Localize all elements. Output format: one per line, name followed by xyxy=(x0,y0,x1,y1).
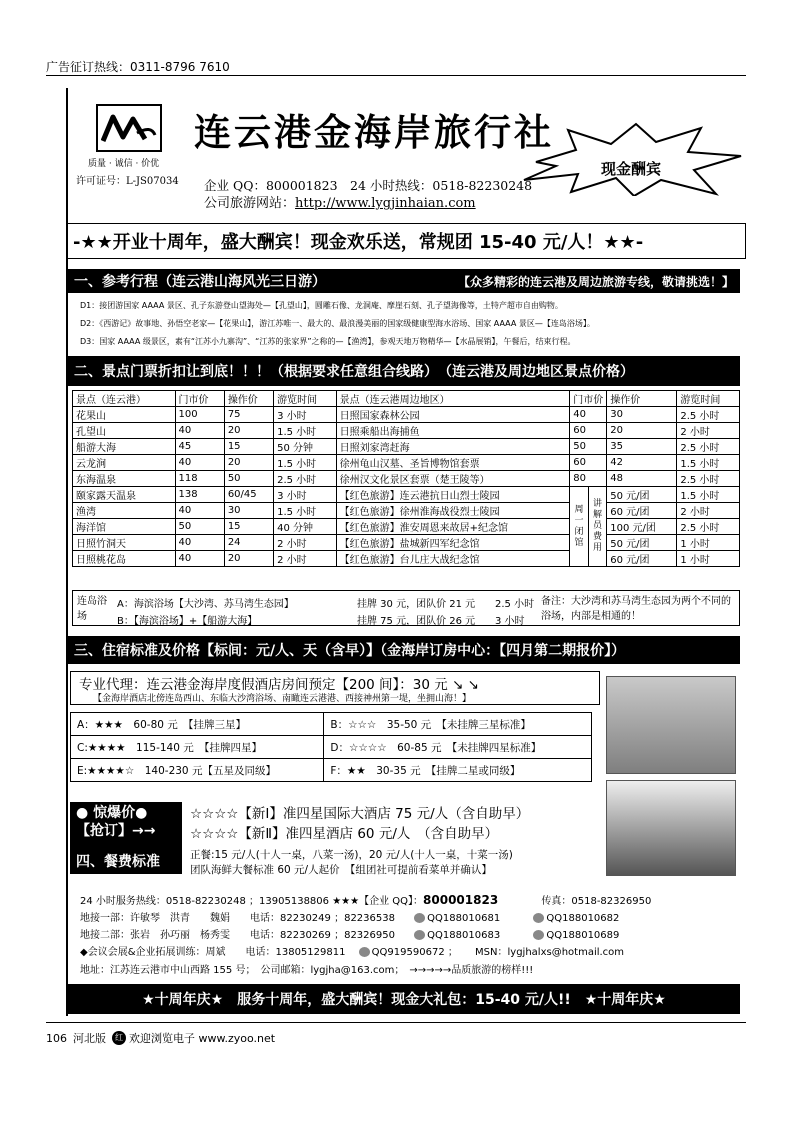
page-number: 106 xyxy=(46,1031,67,1045)
dining-standards: 正餐:15 元/人(十人一桌，八菜一汤)，20 元/人(十人一桌，十菜一汤) 团队海鲜大餐标准 60 元/人起价 【组团社可提前看菜单并确认】 xyxy=(190,849,513,876)
guide-fee-note: 讲解员费用 xyxy=(588,487,607,567)
table-header-cell: 游览时间 xyxy=(274,391,337,407)
contact-dept1: 地接一部：许敏琴 洪青 魏娟 电话：82230249 ；82236538 QQ188010681 QQ188010682 xyxy=(80,913,620,924)
company-name: 连云港金海岸旅行社 xyxy=(194,111,554,154)
table-row: 渔湾 40 30 1.5 小时 【红色旅游】徐州淮海战役烈士陵园 60 元/团 2 小时 xyxy=(73,503,740,519)
hotel-agent-line: 专业代理：连云港金海岸度假酒店房间预定【200 间】：30 元 ↘ ↘ xyxy=(79,677,479,693)
section1-right: 【众多精彩的连云港及周边旅游专线，敬请挑选！】 xyxy=(457,274,734,289)
arrow-icon: ↘ ↘ xyxy=(452,677,479,693)
slogan: 质量 · 诚信 · 价优 xyxy=(88,159,160,169)
anniversary-banner: -★★开业十周年，盛大酬宾！现金欢乐送，常规团 15-40 元/人！★★- xyxy=(66,223,746,259)
itinerary-day3: D3：国家 AAAA 级景区，素有“江苏小九寨沟”、“江苏的张家界”之称的—【渔湾】，参观天地万物精华—【水晶展销】，午餐后，结束行程。 xyxy=(80,337,576,346)
company-logo xyxy=(96,104,162,152)
table-row: 东海温泉 118 50 2.5 小时 徐州汉文化景区套票（楚王陵等） 80 48 2.5 小时 xyxy=(73,471,740,487)
table-header-cell: 门市价 xyxy=(175,391,224,407)
section2-title: 二、景点门票折扣让到底！！！（根据要求任意组合线路） （连云港及周边地区景点价格） xyxy=(74,364,634,380)
contact-line: 企业 QQ：800001823 24 小时热线：0518-82230248 xyxy=(204,178,533,193)
page-footer xyxy=(46,1030,275,1046)
qq-icon xyxy=(359,947,370,957)
hotel-room-photo xyxy=(606,676,736,774)
table-row: A：★★★ 60-80 元 【挂牌三星】 B：☆☆☆ 35-50 元 【未挂牌三星标准】 xyxy=(71,713,592,736)
top-rule xyxy=(46,75,746,76)
section4-title: 四、餐费标准 xyxy=(70,848,182,874)
website-label: 公司旅游网站： xyxy=(204,196,296,211)
footer-banner: ★十周年庆★ 服务十周年，盛大酬宾！现金大礼包：15-40 元/人!! ★十周年庆★ xyxy=(68,984,740,1014)
promo-offers xyxy=(190,804,529,844)
table-header-row xyxy=(73,391,740,407)
license-number: 许可证号：L-JS07034 xyxy=(76,176,179,187)
qq-icon xyxy=(414,913,425,923)
ad-hotline: 广告征订热线：0311-8796 7610 xyxy=(46,60,230,74)
qq-icon xyxy=(533,913,544,923)
table-header-cell: 操作价 xyxy=(607,391,677,407)
hotel-grade-table xyxy=(70,712,592,782)
section3-header xyxy=(66,636,740,664)
table-row: E:★★★★☆ 140-230 元【五星及同级】 F：★★ 30-35 元 【挂牌二星或同级】 xyxy=(71,759,592,782)
beach-row-b: B：【海滨浴场】+【船游大海】 挂牌 75 元，团队价 26 元 3 小时 xyxy=(117,616,525,627)
table-row: 颐家露天温泉 138 60/45 3 小时 【红色旅游】连云港抗日山烈士陵园 周一闭馆 讲解员费用 50 元/团 1.5 小时 xyxy=(73,487,740,503)
beach-price-box xyxy=(72,590,740,626)
scenic-price-table xyxy=(72,390,740,567)
section1-header xyxy=(66,269,740,293)
hotel-agent-box xyxy=(70,671,600,705)
promo-label: ● 惊爆价● 【抢订】→→ xyxy=(70,802,182,864)
table-header-cell: 景点（连云港） xyxy=(73,391,176,407)
burst-text: 现金酬宾 xyxy=(601,160,662,178)
mountain-logo-icon xyxy=(101,111,157,145)
qq-icon xyxy=(533,930,544,940)
msn-email[interactable]: MSN：lygjhalxs@hotmail.com xyxy=(475,947,625,958)
publisher-site[interactable]: 欢迎浏览电子 www.zyoo.net xyxy=(129,1032,276,1045)
promo-offer: ☆☆☆☆【新Ⅰ】准四星国际大酒店 75 元/人（含自助早） xyxy=(190,806,530,822)
table-row: 日照竹洞天 40 24 2 小时 【红色旅游】盐城新四军纪念馆 50 元/团 1 小时 xyxy=(73,535,740,551)
table-row: 船游大海 45 15 50 分钟 日照刘家湾赶海 50 35 2.5 小时 xyxy=(73,439,740,455)
table-row: 孔望山 40 20 1.5 小时 日照乘船出海捕鱼 60 20 2 小时 xyxy=(73,423,740,439)
closed-monday-note: 周一闭馆 xyxy=(570,487,589,567)
promo-offer: ☆☆☆☆【新Ⅱ】准四星酒店 60 元/人 （含自助早） xyxy=(190,826,499,842)
contact-address: 地址：江苏连云港市中山西路 155 号； 公司邮箱：lygjha@163.com； →→→→→品质旅游的榜样!!! xyxy=(80,965,534,976)
qq-icon xyxy=(414,930,425,940)
itinerary-day1: D1：接团游国家 AAAA 景区、孔子东游登山望海处—【孔望山】，圆雕石像、龙洞庵、摩崖石刻、孔子望海像等，土特产超市自由购物。 xyxy=(80,301,563,310)
table-row: 云龙涧 40 20 1.5 小时 徐州龟山汉墓、圣旨博物馆套票 60 42 1.5 小时 xyxy=(73,455,740,471)
table-row: 海洋馆 50 15 40 分钟 【红色旅游】淮安周恩来故居+纪念馆 100 元/团 2.5 小时 xyxy=(73,519,740,535)
table-row: 日照桃花岛 40 20 2 小时 【红色旅游】台儿庄大战纪念馆 60 元/团 1 小时 xyxy=(73,551,740,567)
edition: 河北版 xyxy=(73,1032,106,1045)
section2-header xyxy=(66,356,740,386)
section3-title: 三、住宿标准及价格【标间：元/人、天（含早）】（金海岸订房中心：【四月第二期报价】） xyxy=(74,643,626,659)
table-header-cell: 景点（连云港周边地区） xyxy=(336,391,570,407)
beach-row-a: A：海滨浴场【大沙湾、苏马湾生态园】 挂牌 30 元，团队价 21 元 2.5 小时 xyxy=(117,599,535,610)
publisher-logo-icon: 红 xyxy=(112,1031,126,1045)
bottom-rule xyxy=(46,1022,746,1023)
beach-note: 备注：大沙湾和苏马湾生态园为两个不同的浴场，内部是相通的！ xyxy=(541,596,731,622)
beach-label: 连岛浴场 xyxy=(77,596,107,622)
section1-title: 一、参考行程（连云港山海风光三日游） xyxy=(74,274,326,290)
itinerary-day2: D2：《西游记》故事地、孙悟空老家—【花果山】，游江苏唯一、最大的、最浪漫美丽的国家级健康型海水浴场、国家 AAAA 景区—【连岛浴场】。 xyxy=(80,319,595,328)
table-header-cell: 门市价 xyxy=(570,391,607,407)
contact-dept2: 地接二部：张岩 孙巧丽 杨秀雯 电话：82230269 ；82326950 QQ188010683 QQ188010689 xyxy=(80,930,620,941)
website-line xyxy=(204,192,476,211)
table-header-cell: 游览时间 xyxy=(677,391,740,407)
table-row: C:★★★★ 115-140 元 【挂牌四星】 D：☆☆☆☆ 60-85 元 【未挂牌四星标准】 xyxy=(71,736,592,759)
contact-hotline: 24 小时服务热线：0518-82230248 ；13905138806 ★★★【企业 QQ】：800001823 传真：0518-82326950 xyxy=(80,893,652,907)
table-header-cell: 操作价 xyxy=(224,391,273,407)
seaside-photo xyxy=(606,780,736,876)
website-link[interactable]: http://www.lygjinhaian.com xyxy=(295,196,476,211)
table-row: 花果山 100 75 3 小时 日照国家森林公园 40 30 2.5 小时 xyxy=(73,407,740,423)
hotel-agent-sub: 【金海岸酒店北傍连岛西山、东临大沙湾浴场、南瞰连云港港、西接神州第一堤，坐拥山海！】 xyxy=(93,694,472,704)
contact-conference: ◆会议会展&企业拓展训练：周斌 电话：13805129811 QQ919590672 ； MSN：lygjhalxs@hotmail.com xyxy=(80,947,625,958)
